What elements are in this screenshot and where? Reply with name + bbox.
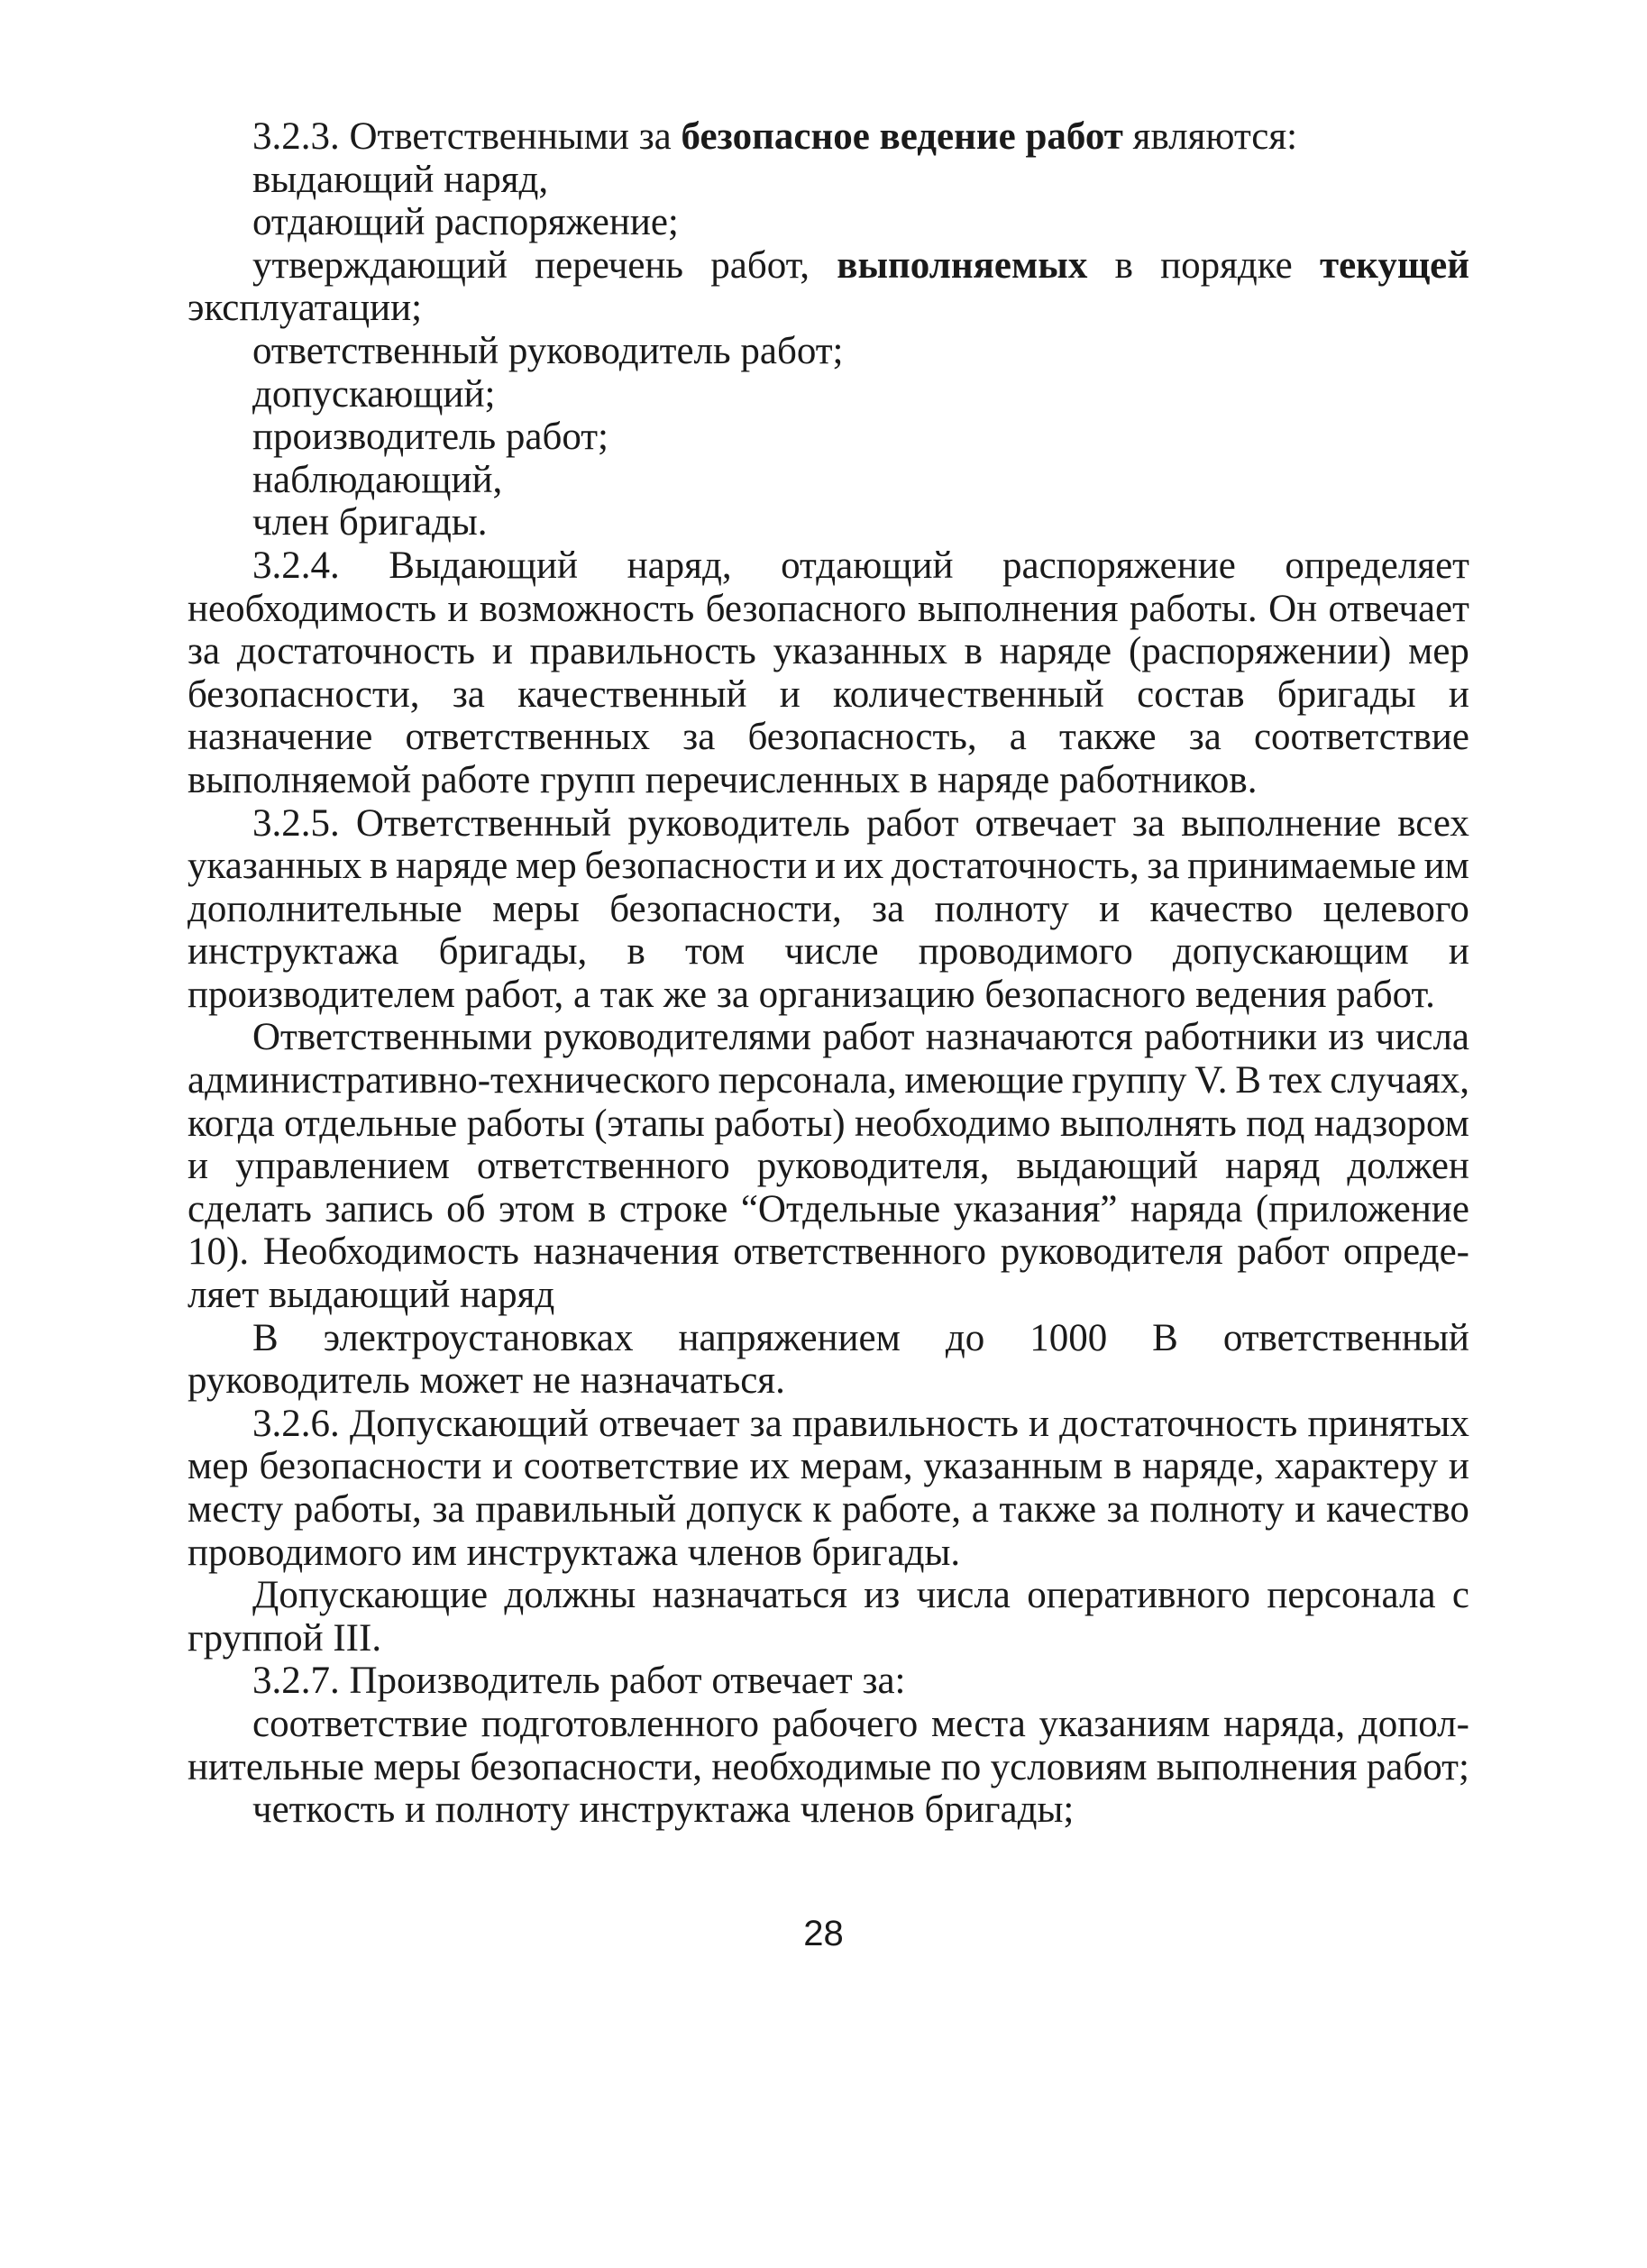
list-item: член бригады. bbox=[252, 501, 488, 544]
word: порядке bbox=[1160, 243, 1293, 287]
paragraph-3-2-4-line bbox=[188, 630, 1469, 673]
paragraph-3-2-5-line: производителем работ, а так же за организацию безопасного ведения работ. bbox=[188, 973, 1435, 1016]
paragraph-3-2-4-line bbox=[188, 673, 1469, 717]
word: безопасности bbox=[259, 1445, 482, 1488]
word: мерам, bbox=[800, 1445, 913, 1488]
word: в bbox=[1113, 1445, 1132, 1488]
word: меры bbox=[492, 887, 580, 930]
word: сделать bbox=[188, 1187, 312, 1230]
word: соответствие bbox=[1253, 716, 1469, 759]
word: необходимо bbox=[854, 1102, 1051, 1145]
word: В bbox=[1235, 1059, 1261, 1102]
word: их bbox=[749, 1445, 791, 1488]
word: отдельные bbox=[284, 1102, 458, 1145]
word: указанным bbox=[923, 1445, 1103, 1488]
word: и bbox=[1099, 887, 1121, 930]
word: персонала, bbox=[718, 1059, 897, 1102]
word: работы bbox=[466, 1102, 585, 1145]
word: работе, bbox=[842, 1488, 962, 1531]
word: отвечает bbox=[599, 1402, 740, 1445]
word: указанных bbox=[773, 630, 947, 673]
word: Необходимость bbox=[262, 1230, 519, 1274]
word: меры bbox=[373, 1745, 462, 1788]
word: работы, bbox=[293, 1488, 422, 1531]
word: а bbox=[971, 1488, 989, 1531]
word: запись bbox=[325, 1187, 434, 1230]
list-item: выдающий наряд, bbox=[252, 158, 549, 201]
word: и bbox=[188, 1145, 209, 1188]
word: Ответственными bbox=[252, 1016, 533, 1059]
paragraph-managers-line bbox=[188, 1188, 1469, 1231]
justified-line bbox=[252, 1574, 1469, 1617]
justified-line bbox=[188, 888, 1469, 931]
word: к bbox=[812, 1488, 832, 1531]
paragraph-3-2-7-item-line: четкость и полноту инструктажа членов бригады; bbox=[252, 1788, 1075, 1832]
justified-line bbox=[188, 1102, 1469, 1146]
word: наряд, bbox=[627, 544, 732, 587]
document-body bbox=[188, 115, 1469, 1832]
word: мер bbox=[188, 1445, 249, 1488]
word: допускающим bbox=[1172, 930, 1409, 974]
word: безопасного bbox=[705, 587, 907, 630]
word: возможность bbox=[479, 587, 695, 630]
list-item-continuation: эксплуатации; bbox=[188, 287, 423, 330]
word: безопасность, bbox=[747, 716, 977, 759]
word: персонала bbox=[1267, 1574, 1436, 1617]
word: 3.2.6. bbox=[252, 1402, 340, 1445]
word: (этапы bbox=[594, 1102, 705, 1145]
word: из bbox=[1328, 1016, 1365, 1059]
word: а bbox=[1009, 716, 1027, 759]
word: этом bbox=[499, 1187, 575, 1230]
clause-number: 3.2.3. bbox=[252, 115, 340, 158]
word: рабочего bbox=[772, 1702, 919, 1745]
word: выполнения bbox=[1156, 1745, 1358, 1788]
word: ответственного bbox=[476, 1145, 730, 1188]
word: ответственный bbox=[1222, 1316, 1469, 1359]
word: допол- bbox=[1358, 1702, 1469, 1745]
word: за bbox=[188, 630, 221, 673]
word: указания” bbox=[953, 1187, 1118, 1230]
word: работ bbox=[822, 1016, 915, 1059]
word: количественный bbox=[832, 672, 1104, 716]
word: безопасности, bbox=[609, 887, 842, 930]
paragraph-3-2-5-line bbox=[188, 802, 1469, 846]
word: имеющие bbox=[904, 1059, 1065, 1102]
word: работ; bbox=[1366, 1745, 1469, 1788]
word: и bbox=[1448, 1445, 1469, 1488]
word: административно-технического bbox=[188, 1059, 710, 1102]
word: соответствие bbox=[523, 1445, 739, 1488]
justified-line bbox=[252, 1403, 1469, 1446]
paragraph-3-2-5-line bbox=[188, 845, 1469, 888]
word: с bbox=[1451, 1574, 1469, 1617]
word: напряжением bbox=[678, 1316, 901, 1359]
word: за bbox=[682, 716, 716, 759]
word: и bbox=[1029, 1402, 1050, 1445]
word: выполнение bbox=[1181, 801, 1382, 845]
justified-line bbox=[188, 588, 1469, 631]
paragraph-3-2-4-line bbox=[188, 544, 1469, 588]
word: полноту bbox=[1149, 1488, 1285, 1531]
word: и bbox=[1295, 1488, 1316, 1531]
list-item: отдающий распоряжение; bbox=[252, 201, 679, 244]
word: месту bbox=[188, 1488, 284, 1531]
word: состав bbox=[1137, 672, 1245, 716]
clause-text: являются: bbox=[1122, 115, 1298, 158]
word: выдающий bbox=[1016, 1145, 1198, 1188]
word: безопасности, bbox=[188, 672, 420, 716]
word: когда bbox=[188, 1102, 275, 1145]
word: работы) bbox=[714, 1102, 846, 1145]
word: ответственных bbox=[405, 716, 651, 759]
justified-line bbox=[252, 544, 1469, 588]
word: и bbox=[447, 587, 469, 630]
word: также bbox=[999, 1488, 1097, 1531]
paragraph-3-2-6-line bbox=[188, 1488, 1469, 1532]
paragraph-managers-line bbox=[188, 1016, 1469, 1059]
paragraph-managers-line bbox=[188, 1102, 1469, 1146]
word: правильность bbox=[529, 630, 756, 673]
word: в bbox=[588, 1187, 607, 1230]
word: отдающий bbox=[781, 544, 954, 587]
word: правильный bbox=[475, 1488, 677, 1531]
word: работы. bbox=[1129, 587, 1258, 630]
word: допуск bbox=[686, 1488, 802, 1531]
word: назначение bbox=[188, 716, 373, 759]
word: принятых bbox=[1307, 1402, 1469, 1445]
word: за bbox=[1106, 1488, 1139, 1531]
word: качественный bbox=[517, 672, 747, 716]
paragraph-voltage-line: руководитель может не назначаться. bbox=[188, 1359, 785, 1403]
word: наряде bbox=[395, 845, 508, 888]
word: в bbox=[369, 845, 389, 888]
word: и bbox=[491, 630, 513, 673]
justified-line bbox=[188, 716, 1469, 759]
word: руководителя bbox=[1000, 1230, 1223, 1274]
word: назначаться bbox=[652, 1574, 847, 1617]
word: Допускающий bbox=[349, 1402, 589, 1445]
justified-line bbox=[188, 1059, 1469, 1102]
word: тех bbox=[1268, 1059, 1322, 1102]
word: В bbox=[252, 1316, 279, 1359]
word: наряде, bbox=[1142, 1445, 1265, 1488]
word: за bbox=[1147, 845, 1180, 888]
word: качество bbox=[1326, 1488, 1469, 1531]
paragraph-3-2-6-line: проводимого им инструктажа членов бригады. bbox=[188, 1531, 961, 1574]
word: безопасности bbox=[584, 845, 808, 888]
word: места bbox=[930, 1702, 1026, 1745]
justified-line bbox=[252, 1016, 1469, 1059]
word: отвечает bbox=[1328, 587, 1469, 630]
word: соответствие bbox=[252, 1702, 469, 1745]
word: качество bbox=[1149, 887, 1294, 930]
word: работники bbox=[1143, 1016, 1318, 1059]
word: инструктажа bbox=[188, 930, 399, 974]
word: достаточность bbox=[236, 630, 476, 673]
word-bold: текущей bbox=[1319, 243, 1469, 287]
paragraph-admitting-line: группой III. bbox=[188, 1616, 382, 1660]
word: Ответственный bbox=[355, 801, 612, 845]
word: из bbox=[864, 1574, 901, 1617]
justified-line bbox=[188, 1230, 1469, 1274]
paragraph-3-2-4-line bbox=[188, 588, 1469, 631]
word: под bbox=[1246, 1102, 1305, 1145]
paragraph-voltage-line bbox=[188, 1317, 1469, 1360]
word: наряде bbox=[999, 630, 1112, 673]
word: условиям bbox=[990, 1745, 1148, 1788]
word: числе bbox=[784, 930, 879, 974]
word: достаточность, bbox=[891, 845, 1139, 888]
justified-line bbox=[188, 1488, 1469, 1532]
word: необходимость bbox=[188, 587, 437, 630]
word: группу bbox=[1071, 1059, 1187, 1102]
paragraph-3-2-5-line bbox=[188, 888, 1469, 931]
word: указанных bbox=[188, 845, 362, 888]
word: мер bbox=[515, 845, 577, 888]
paragraph-3-2-4-line bbox=[188, 716, 1469, 759]
word: правильность bbox=[791, 1402, 1019, 1445]
justified-line bbox=[188, 1145, 1469, 1188]
word: и bbox=[779, 672, 801, 716]
word: определяет bbox=[1285, 544, 1469, 587]
paragraph-3-2-4-line: выполняемой работе групп перечисленных в наряде работников. bbox=[188, 758, 1258, 801]
paragraph-3-2-5-line bbox=[188, 930, 1469, 974]
word: характеру bbox=[1274, 1445, 1439, 1488]
justified-line bbox=[252, 1317, 1469, 1360]
word: и bbox=[492, 1445, 514, 1488]
word: (приложение bbox=[1255, 1187, 1469, 1230]
clause-text-bold: безопасное ведение работ bbox=[681, 115, 1123, 158]
word: бригады, bbox=[438, 930, 588, 974]
justified-line bbox=[188, 845, 1469, 888]
word: всех bbox=[1397, 801, 1469, 845]
word: и bbox=[1448, 672, 1469, 716]
word: надзором bbox=[1313, 1102, 1469, 1145]
word: назначаются bbox=[925, 1016, 1133, 1059]
word: за bbox=[1188, 716, 1222, 759]
word: отвечает bbox=[974, 801, 1116, 845]
paragraph-managers-line bbox=[188, 1059, 1469, 1102]
word: в bbox=[627, 930, 645, 974]
word: 3.2.5. bbox=[252, 801, 340, 845]
word: “Отдельные bbox=[740, 1187, 941, 1230]
word: назначения bbox=[533, 1230, 719, 1274]
word: их bbox=[843, 845, 884, 888]
word: управлением bbox=[235, 1145, 450, 1188]
word: распоряжение bbox=[1002, 544, 1236, 587]
word: том bbox=[684, 930, 746, 974]
word: об bbox=[446, 1187, 486, 1230]
word: также bbox=[1059, 716, 1157, 759]
word: Допускающие bbox=[252, 1574, 489, 1617]
paragraph-admitting-line bbox=[188, 1574, 1469, 1617]
word: работ, bbox=[710, 243, 810, 287]
page-number: 28 bbox=[803, 1914, 844, 1953]
word: руководителями bbox=[543, 1016, 811, 1059]
word: электроустановках bbox=[323, 1316, 634, 1359]
word: выполнения bbox=[917, 587, 1119, 630]
list-item: наблюдающий, bbox=[252, 458, 503, 501]
word: (распоряжении) bbox=[1128, 630, 1392, 673]
justified-line bbox=[188, 1746, 1469, 1789]
justified-line bbox=[252, 244, 1469, 288]
word: полноту bbox=[934, 887, 1069, 930]
word: достаточность bbox=[1059, 1402, 1298, 1445]
word: за bbox=[432, 1488, 465, 1531]
word: за bbox=[1132, 801, 1166, 845]
justified-line bbox=[188, 1445, 1469, 1488]
word: работ bbox=[1237, 1230, 1330, 1274]
word: мер bbox=[1408, 630, 1469, 673]
list-item: допускающий; bbox=[252, 372, 496, 416]
paragraph-managers-line bbox=[188, 1230, 1469, 1274]
word: оперативного bbox=[1027, 1574, 1250, 1617]
word: в bbox=[964, 630, 983, 673]
list-item: ответственный руководитель работ; bbox=[252, 329, 844, 372]
justified-line bbox=[252, 802, 1469, 846]
word: V. bbox=[1194, 1059, 1228, 1102]
justified-line bbox=[188, 630, 1469, 673]
word: Он bbox=[1268, 587, 1318, 630]
word: принимаемые bbox=[1187, 845, 1416, 888]
word: 1000 bbox=[1029, 1316, 1108, 1359]
word: руководителя, bbox=[756, 1145, 990, 1188]
paragraph-3-2-6-line bbox=[188, 1403, 1469, 1446]
word: утверждающий bbox=[252, 243, 508, 287]
word: работ bbox=[866, 801, 959, 845]
justified-line bbox=[252, 1703, 1469, 1746]
word: 3.2.4. bbox=[252, 544, 340, 587]
word: ответственного bbox=[733, 1230, 987, 1274]
word: нительные bbox=[188, 1745, 364, 1788]
word: выполнять bbox=[1059, 1102, 1237, 1145]
word: проводимого bbox=[918, 930, 1133, 974]
word-bold: выполняемых bbox=[837, 243, 1088, 287]
paragraph-3-2-7-heading: 3.2.7. Производитель работ отвечает за: bbox=[252, 1660, 906, 1703]
word: наряда, bbox=[1223, 1702, 1346, 1745]
word: за bbox=[749, 1402, 782, 1445]
word: целевого bbox=[1322, 887, 1469, 930]
paragraph-3-2-7-item-line bbox=[188, 1746, 1469, 1789]
word: должны bbox=[504, 1574, 636, 1617]
paragraph-3-2-6-line bbox=[188, 1445, 1469, 1488]
word: Выдающий bbox=[389, 544, 579, 587]
word: опреде- bbox=[1343, 1230, 1469, 1274]
word: необходимые bbox=[711, 1745, 932, 1788]
clause-text: Ответственными за bbox=[349, 115, 682, 158]
word: 10). bbox=[188, 1230, 250, 1274]
list-item: производитель работ; bbox=[252, 416, 608, 459]
word: им bbox=[1423, 845, 1469, 888]
justified-line bbox=[188, 1188, 1469, 1231]
word: за bbox=[452, 672, 485, 716]
justified-line bbox=[188, 673, 1469, 717]
paragraph-managers-line bbox=[188, 1145, 1469, 1188]
word: за bbox=[872, 887, 905, 930]
paragraph-3-2-3-heading bbox=[188, 115, 1469, 159]
word: должен bbox=[1347, 1145, 1469, 1188]
word: по bbox=[940, 1745, 982, 1788]
word: случаях, bbox=[1330, 1059, 1469, 1102]
word: В bbox=[1152, 1316, 1178, 1359]
list-item-approving bbox=[188, 244, 1469, 288]
word: и bbox=[814, 845, 836, 888]
justified-line bbox=[188, 930, 1469, 974]
word: указаниям bbox=[1039, 1702, 1211, 1745]
word: в bbox=[1114, 243, 1133, 287]
word: подготовленного bbox=[480, 1702, 759, 1745]
word: строке bbox=[618, 1187, 728, 1230]
word: безопасности, bbox=[470, 1745, 702, 1788]
word: до bbox=[945, 1316, 985, 1359]
word: числа bbox=[1375, 1016, 1469, 1059]
word: наряда bbox=[1130, 1187, 1243, 1230]
word: и bbox=[1448, 930, 1469, 974]
word: дополнительные bbox=[188, 887, 462, 930]
word: руководитель bbox=[627, 801, 851, 845]
paragraph-managers-line: ляет выдающий наряд bbox=[188, 1274, 555, 1317]
word: числа bbox=[916, 1574, 1011, 1617]
paragraph-3-2-7-item-line bbox=[188, 1703, 1469, 1746]
word: бригады bbox=[1276, 672, 1416, 716]
word: перечень bbox=[535, 243, 684, 287]
word: наряд bbox=[1225, 1145, 1321, 1188]
